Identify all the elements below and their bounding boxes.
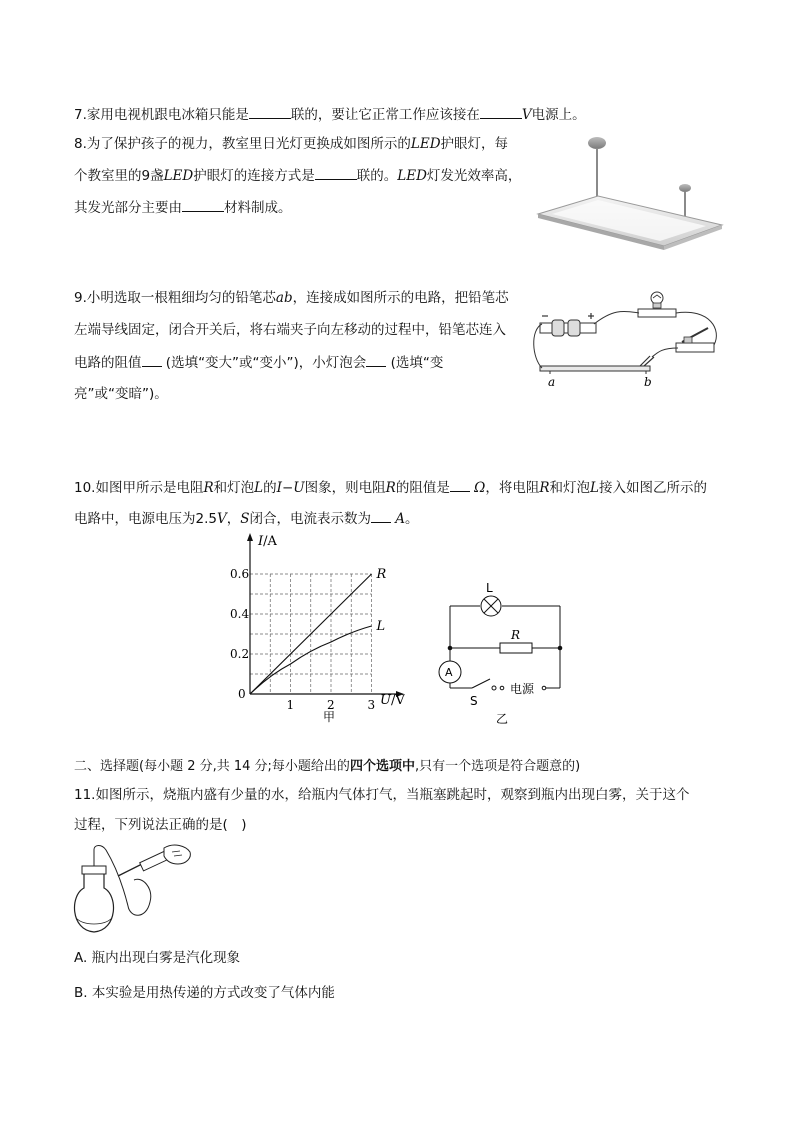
series-label-L: L [376,619,386,634]
x-tick-label: 2 [327,698,335,712]
answer-blank[interactable] [480,104,522,119]
led-lamp-figure [530,132,730,252]
lamp-icon [481,596,501,616]
source-label: 电源 [510,682,535,696]
answer-blank[interactable] [142,352,162,367]
answer-blank[interactable] [249,104,291,119]
flask-pump-figure [68,840,200,936]
question-11-line-1: 11.如图所示，烧瓶内盛有少量的水，给瓶内气体打气，当瓶塞跳起时，观察到瓶内出现白雾，关于这个 [74,787,690,803]
ammeter-icon [439,661,461,683]
resistor-icon [500,643,532,653]
question-8-line-1: 8.为了保护孩子的视力，教室里日光灯更换成如图所示的LED护眼灯，每 [74,136,509,152]
option-a[interactable]: A. 瓶内出现白雾是汽化现象 [74,950,241,966]
y-tick-label: 0.2 [230,647,250,661]
tick-labels [230,567,375,712]
question-9-line-2: 左端导线固定，闭合开关后，将右端夹子向左移动的过程中，铅笔芯连入 [74,322,506,338]
answer-blank[interactable] [371,508,391,523]
switch-icon [676,328,714,352]
answer-blank[interactable] [366,352,386,367]
x-tick-label: 3 [367,698,376,712]
question-9-line-3: 电路的阻值 (选填“变大”或“变小”)，小灯泡会 (选填“变 [74,352,443,373]
x-tick-label: 1 [286,698,295,712]
origin-label: 0 [238,687,246,701]
y-axis-label: I/A [258,534,277,549]
label-b: b [644,375,652,389]
question-8-line-2: 个教室里的9盏LED护眼灯的连接方式是 联的。LED灯发光效率高， [74,165,521,186]
pencil-lead [540,366,650,371]
question-10-line-1: 10.如图甲所示是电阻R和灯泡L的I−U图象，则电阻R的阻值是 Ω，将电阻R和灯泡L接入如图乙所示的 [74,477,707,498]
option-b[interactable]: B. 本实验是用热传递的方式改变了气体内能 [74,985,335,1001]
answer-blank[interactable] [315,165,357,180]
graph-caption: 甲 [323,710,336,724]
y-tick-label: 0.4 [230,607,250,621]
hand-icon [164,845,190,864]
question-9-line-4: 亮”或“变暗”)。 [74,386,168,402]
pencil-lead-circuit-figure [532,290,732,390]
y-axis-arrow [247,533,253,541]
switch-label: S [470,694,478,708]
flask-icon [75,866,114,932]
answer-blank[interactable] [450,477,470,492]
question-10-line-2: 电路中，电源电压为2.5V，S闭合，电流表示数为 A。 [74,508,419,529]
section-2-heading: 二、选择题(每小题 2 分,共 14 分;每小题给出的四个选项中,只有一个选项是符合题意的) [74,759,581,774]
answer-blank[interactable] [182,197,224,212]
question-8-line-3: 其发光部分主要由 材料制成。 [74,197,292,218]
circuit-diagram [432,575,582,735]
svg-text:A: A [445,666,453,679]
question-7: 7.家用电视机跟电冰箱只能是 联的，要让它正常工作应该接在 V电源上。 [74,104,586,125]
circuit-caption: 乙 [496,712,509,726]
x-axis-label: U/V [380,693,405,708]
question-11-line-2: 过程，下列说法正确的是( ) [74,817,247,833]
y-tick-label: 0.6 [230,567,250,581]
light-bulb-icon [638,292,676,317]
iu-graph [228,530,428,730]
resistor-label: R [511,628,521,642]
switch-blade [472,679,490,688]
lamp-label: L [486,581,493,595]
label-a: a [548,375,556,389]
battery-icon [540,313,596,336]
series-label-R: R [376,567,387,582]
question-9-line-1: 9.小明选取一根粗细均匀的铅笔芯ab，连接成如图所示的电路，把铅笔芯 [74,290,509,306]
pump-icon [118,850,171,876]
